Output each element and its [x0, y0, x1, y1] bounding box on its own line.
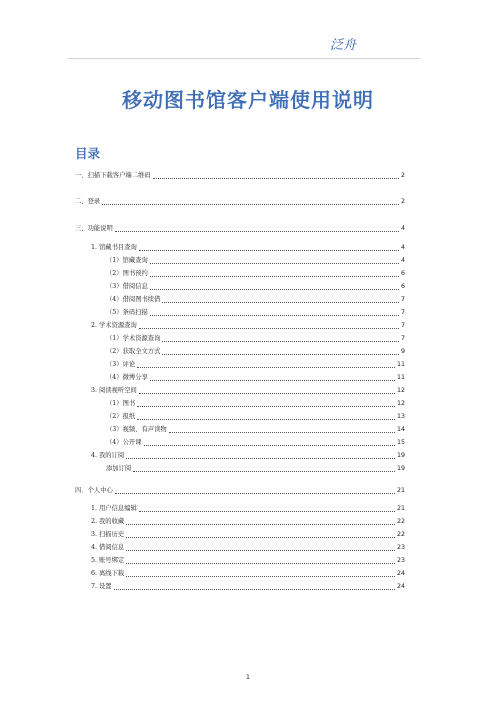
toc-leader-dots	[102, 203, 399, 205]
toc-entry-label: 四．个人中心	[75, 487, 113, 494]
toc-entry[interactable]	[106, 411, 405, 423]
page-number: 1	[245, 673, 251, 681]
toc-entry[interactable]	[106, 437, 405, 449]
toc-entry-label: 4. 借阅信息	[91, 544, 125, 551]
toc-entry-page: 7	[400, 296, 405, 303]
toc-entry-page: 21	[396, 487, 405, 494]
toc-entry-label: （2）图书预约	[106, 270, 148, 277]
toc-leader-dots	[150, 288, 399, 290]
toc-entry[interactable]	[91, 542, 405, 554]
toc-leader-dots	[162, 340, 399, 342]
toc-leader-dots	[126, 536, 395, 538]
toc-entry[interactable]	[106, 398, 405, 410]
toc-entry[interactable]	[91, 555, 405, 567]
toc-entry-label: （2）获取全文方式	[106, 348, 161, 355]
toc-entry-page: 2	[400, 198, 405, 205]
toc-entry-label: （4）借阅图书续借	[106, 296, 161, 303]
toc-entry[interactable]	[91, 320, 405, 332]
toc-leader-dots	[114, 588, 395, 590]
toc-entry-page: 19	[396, 452, 405, 459]
toc-heading: 目录	[75, 146, 101, 161]
toc-entry[interactable]	[106, 281, 405, 293]
toc-entry-page: 4	[400, 225, 405, 232]
toc-entry-label: 2. 我的收藏	[91, 518, 125, 525]
toc-entry[interactable]	[106, 333, 405, 345]
toc-entry[interactable]	[91, 581, 405, 593]
toc-leader-dots	[126, 575, 395, 577]
toc-leader-dots	[150, 314, 399, 316]
toc-entry-page: 12	[396, 387, 405, 394]
toc-entry-page: 11	[396, 374, 405, 381]
toc-entry-label: 5. 账号绑定	[91, 557, 125, 564]
toc-entry-page: 21	[396, 505, 405, 512]
toc-leader-dots	[139, 327, 399, 329]
toc-entry-label: （2）报纸	[106, 413, 136, 420]
toc-leader-dots	[169, 431, 395, 433]
toc-entry-label: （1）学术资源查询	[106, 335, 161, 342]
toc-entry-label: （4）公开课	[106, 439, 142, 446]
toc-entry[interactable]	[91, 568, 405, 580]
toc-entry-page: 22	[396, 518, 405, 525]
toc-entry[interactable]	[75, 485, 405, 497]
toc-leader-dots	[139, 392, 395, 394]
toc-entry[interactable]	[75, 223, 405, 235]
toc-entry-page: 4	[400, 257, 405, 264]
toc-entry-page: 12	[396, 400, 405, 407]
toc-entry[interactable]	[91, 385, 405, 397]
toc-entry[interactable]	[91, 242, 405, 254]
toc-entry-label: 二、登录	[75, 198, 101, 205]
toc-leader-dots	[126, 562, 395, 564]
toc-entry-label: 添加订阅	[106, 465, 132, 472]
toc-entry[interactable]	[106, 359, 405, 371]
toc-entry-page: 2	[400, 172, 405, 179]
toc-entry-label: （4）微博分享	[106, 374, 148, 381]
toc-entry-label: 6. 离线下载	[91, 570, 125, 577]
toc-entry-page: 4	[400, 244, 405, 251]
toc-entry[interactable]	[91, 503, 405, 515]
toc-entry-page: 23	[396, 557, 405, 564]
toc-entry-page: 24	[396, 583, 405, 590]
toc-entry[interactable]	[106, 463, 405, 475]
toc-leader-dots	[133, 470, 395, 472]
toc-entry-page: 24	[396, 570, 405, 577]
toc-entry-label: 3. 扫描历史	[91, 531, 125, 538]
toc-entry-label: 三、功能说明	[75, 225, 113, 232]
document-title: 移动图书馆客户端使用说明	[122, 88, 374, 112]
toc-leader-dots	[137, 405, 395, 407]
toc-entry-label: （1）馆藏查询	[106, 257, 148, 264]
toc-entry-page: 9	[400, 348, 405, 355]
toc-entry-label: （3）视频、有声读物	[106, 426, 167, 433]
toc-leader-dots	[150, 275, 399, 277]
toc-entry-label: 4. 我的订阅	[91, 452, 125, 459]
toc-leader-dots	[162, 301, 399, 303]
toc-leader-dots	[150, 262, 399, 264]
toc-leader-dots	[126, 549, 395, 551]
toc-leader-dots	[144, 444, 395, 446]
toc-leader-dots	[162, 353, 399, 355]
toc-entry[interactable]	[75, 170, 405, 182]
toc-entry[interactable]	[106, 346, 405, 358]
toc-leader-dots	[139, 249, 399, 251]
toc-entry-page: 15	[396, 439, 405, 446]
toc-entry[interactable]	[106, 307, 405, 319]
toc-entry-label: 3. 阅读视听空间	[91, 387, 137, 394]
toc-entry-label: （5）条码扫描	[106, 309, 148, 316]
toc-leader-dots	[126, 457, 395, 459]
toc-leader-dots	[137, 418, 395, 420]
toc-entry-page: 6	[400, 283, 405, 290]
toc-entry-label: （1）图书	[106, 400, 136, 407]
toc-entry-page: 7	[400, 322, 405, 329]
toc-entry[interactable]	[91, 529, 405, 541]
toc-leader-dots	[126, 523, 395, 525]
toc-entry-page: 6	[400, 270, 405, 277]
toc-entry[interactable]	[91, 516, 405, 528]
toc-entry-label: 7. 设置	[91, 583, 112, 590]
toc-entry[interactable]	[106, 294, 405, 306]
toc-entry[interactable]	[106, 424, 405, 436]
toc-entry[interactable]	[75, 196, 405, 208]
toc-leader-dots	[153, 177, 399, 179]
toc-entry[interactable]	[106, 268, 405, 280]
toc-entry-label: 1. 馆藏书目查询	[91, 244, 137, 251]
toc-entry-page: 22	[396, 531, 405, 538]
toc-entry-page: 13	[396, 413, 405, 420]
toc-entry-page: 7	[400, 335, 405, 342]
toc-entry[interactable]	[106, 372, 405, 384]
toc-entry-label: 1. 用户信息编辑	[91, 505, 137, 512]
toc-leader-dots	[115, 492, 395, 494]
toc-entry-label: 2. 学术资源查询	[91, 322, 137, 329]
toc-entry-page: 14	[396, 426, 405, 433]
toc-entry[interactable]	[91, 450, 405, 462]
toc-leader-dots	[137, 366, 395, 368]
toc-leader-dots	[150, 379, 395, 381]
toc-entry-label: （3）借阅信息	[106, 283, 148, 290]
toc-leader-dots	[115, 230, 399, 232]
toc-entry-label: （3）评论	[106, 361, 136, 368]
toc-entry-page: 11	[396, 361, 405, 368]
toc-entry-page: 23	[396, 544, 405, 551]
toc-entry-page: 19	[396, 465, 405, 472]
brand-logo: 泛舟	[330, 38, 357, 53]
toc-entry-page: 7	[400, 309, 405, 316]
toc-leader-dots	[139, 510, 395, 512]
toc-entry[interactable]	[106, 255, 405, 267]
toc-entry-label: 一、扫描下载客户端二维码	[75, 172, 151, 179]
